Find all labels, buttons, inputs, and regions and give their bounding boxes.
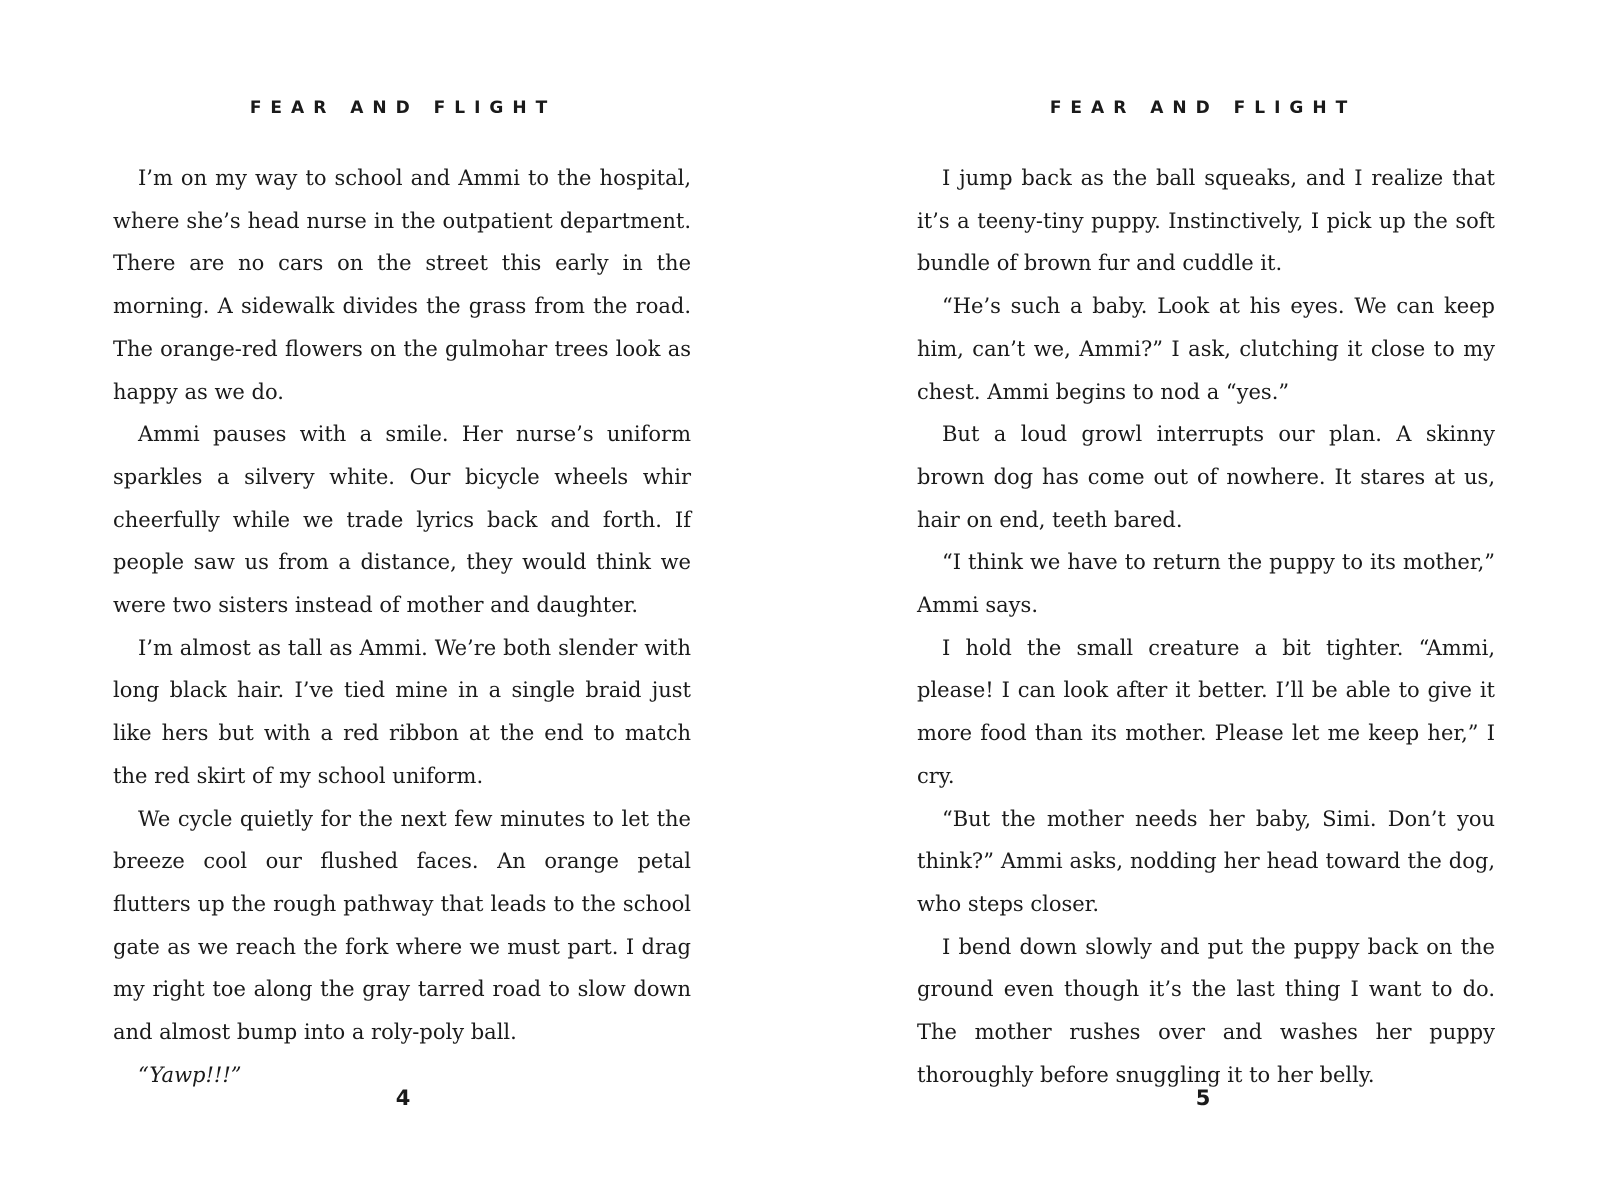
paragraph: I’m on my way to school and Ammi to the hospital, where she’s head nurse in the outpatient department. There are no cars on the street this early in the morning. A sidewalk divides the grass from the road. The orange-red flowers on the gulmohar trees look as happy as we do. [113, 166, 691, 404]
paragraph: We cycle quietly for the next few minutes to let the breeze cool our flushed faces. An orange petal flutters up the rough pathway that leads to the school gate as we reach the fork where we must part. I drag my right toe along the gray tarred road to slow down and almost bump into a roly-poly ball. [113, 806, 691, 1045]
page-number: 5 [1195, 1086, 1211, 1110]
paragraph: “Yawp!!!” [138, 1062, 242, 1087]
paragraph: I jump back as the ball squeaks, and I realize that it’s a teeny-tiny puppy. Instinctively, I pick up the soft bundle of brown fur and cuddle it. [917, 166, 1495, 276]
paragraph: I bend down slowly and put the puppy back on the ground even though it’s the last thing I want to do. The mother rushes over and washes her puppy thoroughly before snuggling it to her belly. [917, 934, 1495, 1087]
paragraph: I’m almost as tall as Ammi. We’re both slender with long black hair. I’ve tied mine in a single braid just like hers but with a red ribbon at the end to match the red skirt of my school uniform. [113, 635, 691, 788]
page-number: 4 [395, 1086, 411, 1110]
paragraph: But a loud growl interrupts our plan. A skinny brown dog has come out of nowhere. It stares at us, hair on end, teeth bared. [917, 422, 1495, 532]
body-text [113, 157, 691, 1096]
running-head: FEAR AND FLIGHT [249, 98, 557, 118]
paragraph: “But the mother needs her baby, Simi. Don’t you think?” Ammi asks, nodding her head toward the dog, who steps closer. [917, 806, 1495, 916]
paragraph: “I think we have to return the puppy to its mother,” Ammi says. [917, 550, 1495, 618]
running-head: FEAR AND FLIGHT [1049, 98, 1357, 118]
body-text [917, 157, 1495, 1096]
paragraph: I hold the small creature a bit tighter. “Ammi, please! I can look after it better. I’ll be able to give it more food than its mother. Please let me keep her,” I cry. [917, 635, 1495, 788]
right-page [800, 0, 1600, 1200]
paragraph: Ammi pauses with a smile. Her nurse’s uniform sparkles a silvery white. Our bicycle wheels whir cheerfully while we trade lyrics back and forth. If people saw us from a distance, they would think we were two sisters instead of mother and daughter. [113, 422, 691, 618]
paragraph: “He’s such a baby. Look at his eyes. We can keep him, can’t we, Ammi?” I ask, clutching it close to my chest. Ammi begins to nod a “yes.” [917, 294, 1495, 404]
